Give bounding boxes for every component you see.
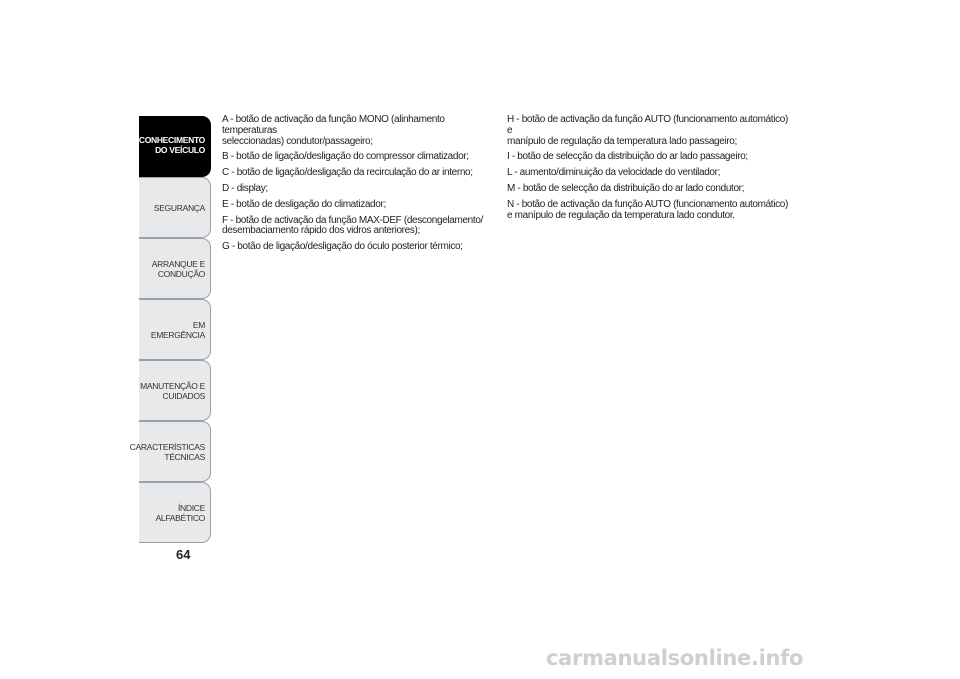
page-number: 64 <box>176 547 191 562</box>
legend-item-c: C - botão de ligação/desligação da recirculação do ar interno; <box>222 167 473 179</box>
tab-em-emergencia[interactable]: EM EMERGÊNCIA <box>139 299 211 360</box>
legend-item-h: H - botão de activação da função AUTO (funcionamento automático) e manípulo de regulação da temperatura lado passageiro; <box>507 114 788 147</box>
legend-item-g: G - botão de ligação/desligação do óculo posterior térmico; <box>222 241 463 253</box>
legend-item-m: M - botão de selecção da distribuição do ar lado condutor; <box>507 182 745 194</box>
legend-item-b: B - botão de ligação/desligação do compressor climatizador; <box>222 151 469 163</box>
chapter-sidebar <box>129 116 211 543</box>
legend-item-f: F - botão de activação da função MAX-DEF (descongelamento/ desembaciamento rápido dos vidros anteriores); <box>222 214 483 237</box>
tab-seguranca[interactable]: SEGURANÇA <box>139 177 211 238</box>
tab-manutencao-e-cuidados[interactable]: MANUTENÇÃO E CUIDADOS <box>139 360 211 421</box>
legend-column-left <box>222 115 492 258</box>
watermark: carmanualsonline.info <box>546 646 804 670</box>
legend-item-e: E - botão de desligação do climatizador; <box>222 198 386 210</box>
legend-item-a: A - botão de activação da função MONO (alinhamento temperaturas seleccionadas) condutor/passageiro; <box>222 114 445 147</box>
tab-indice-alfabetico[interactable]: ÍNDICE ALFABÉTICO <box>139 482 211 543</box>
tab-conhecimento-do-veiculo[interactable]: CONHECIMENTO DO VEÍCULO <box>139 116 211 177</box>
tab-caracteristicas-tecnicas[interactable]: CARACTERÍSTICAS TÉCNICAS <box>139 421 211 482</box>
legend-item-i: I - botão de selecção da distribuição do ar lado passageiro; <box>507 151 748 163</box>
legend-item-d: D - display; <box>222 182 268 194</box>
legend-item-n: N - botão de activação da função AUTO (funcionamento automático) e manípulo de regulação da temperatura lado condutor. <box>507 198 788 221</box>
legend-item-l: L - aumento/diminuição da velocidade do ventilador; <box>507 167 721 179</box>
legend-column-right <box>507 115 792 226</box>
tab-arranque-e-conducao[interactable]: ARRANQUE E CONDUÇÃO <box>139 238 211 299</box>
